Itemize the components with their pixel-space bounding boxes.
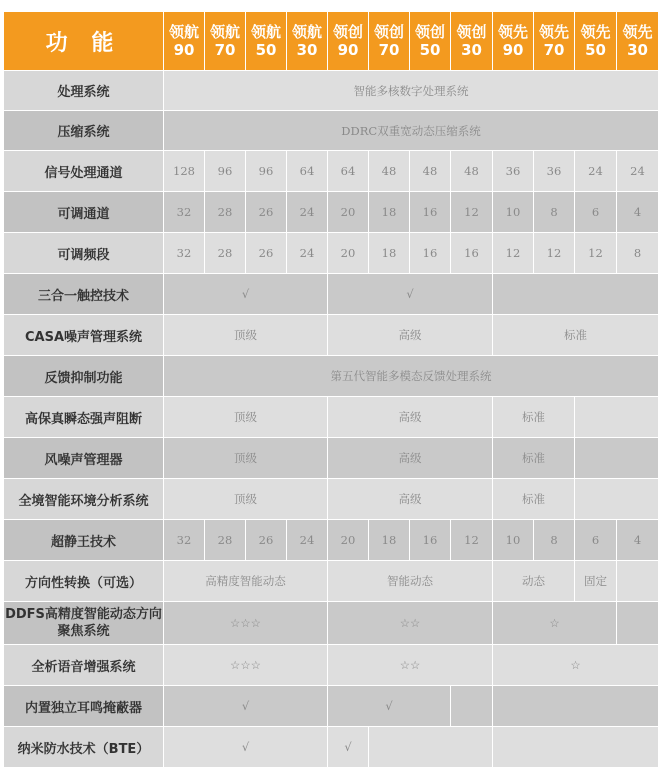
value-cell: 26	[246, 520, 287, 561]
value-cell: 26	[246, 233, 287, 274]
table-row	[4, 356, 659, 397]
value-cell: ☆	[493, 645, 659, 686]
model-number: 90	[502, 41, 524, 59]
table-row	[4, 727, 659, 768]
table-row	[4, 315, 659, 356]
value-cell: 8	[617, 233, 659, 274]
table-row	[4, 520, 659, 561]
table-row	[4, 71, 659, 111]
value-cell: √	[328, 274, 493, 315]
model-number: 70	[214, 41, 236, 59]
value-cell: 12	[451, 520, 493, 561]
model-header	[493, 12, 534, 71]
value-cell: 20	[328, 192, 369, 233]
model-name: 领创	[414, 23, 445, 41]
value-cell: 16	[410, 233, 451, 274]
model-header	[369, 12, 410, 71]
value-cell: 12	[451, 192, 493, 233]
value-cell: 标准	[493, 438, 575, 479]
value-cell: 128	[164, 151, 205, 192]
value-cell: 动态	[493, 561, 575, 602]
table-row	[4, 479, 659, 520]
empty-cell	[493, 274, 659, 315]
value-cell: 18	[369, 192, 410, 233]
table-body	[4, 71, 659, 768]
model-header	[410, 12, 451, 71]
table-row	[4, 111, 659, 151]
value-cell: 4	[617, 192, 659, 233]
row-label: 内置独立耳鸣掩蔽器	[4, 686, 164, 727]
model-name: 领先	[538, 23, 569, 41]
value-cell: 28	[205, 192, 246, 233]
value-cell: 36	[493, 151, 534, 192]
value-cell: 24	[287, 520, 328, 561]
model-name: 领先	[622, 23, 653, 41]
empty-cell	[575, 397, 659, 438]
model-header	[534, 12, 575, 71]
value-cell: 8	[534, 192, 575, 233]
model-name: 领先	[580, 23, 611, 41]
value-cell: ☆☆	[328, 645, 493, 686]
table-row	[4, 397, 659, 438]
model-header	[205, 12, 246, 71]
value-cell: 24	[617, 151, 659, 192]
model-header	[575, 12, 617, 71]
value-cell: 96	[246, 151, 287, 192]
value-cell: 固定	[575, 561, 617, 602]
value-cell: 高级	[328, 397, 493, 438]
value-cell: 6	[575, 520, 617, 561]
value-cell: 20	[328, 233, 369, 274]
value-cell: √	[164, 686, 328, 727]
row-label: 高保真瞬态强声阻断	[4, 397, 164, 438]
value-cell: 顶级	[164, 479, 328, 520]
top-margin	[0, 0, 663, 10]
value-cell: √	[328, 727, 369, 768]
value-cell: 12	[493, 233, 534, 274]
value-cell: 16	[451, 233, 493, 274]
value-cell: 智能动态	[328, 561, 493, 602]
value-cell: 24	[287, 233, 328, 274]
header-row	[4, 12, 659, 71]
value-cell: 64	[287, 151, 328, 192]
model-number: 90	[173, 41, 195, 59]
value-cell: √	[164, 727, 328, 768]
model-header	[246, 12, 287, 71]
value-cell: 第五代智能多模态反馈处理系统	[164, 356, 659, 397]
model-header	[287, 12, 328, 71]
value-cell: 24	[575, 151, 617, 192]
empty-cell	[617, 561, 659, 602]
value-cell: 64	[328, 151, 369, 192]
empty-cell	[451, 686, 493, 727]
empty-cell	[575, 438, 659, 479]
row-label: 处理系统	[4, 71, 164, 111]
value-cell: 标准	[493, 397, 575, 438]
model-name: 领航	[250, 23, 281, 41]
value-cell: 18	[369, 233, 410, 274]
value-cell: 高精度智能动态	[164, 561, 328, 602]
value-cell: 32	[164, 520, 205, 561]
value-cell: 28	[205, 520, 246, 561]
value-cell: 标准	[493, 479, 575, 520]
empty-cell	[493, 727, 659, 768]
table-row	[4, 151, 659, 192]
value-cell: 48	[451, 151, 493, 192]
model-header	[451, 12, 493, 71]
row-label: 纳米防水技术（BTE）	[4, 727, 164, 768]
empty-cell	[493, 686, 659, 727]
model-number: 70	[378, 41, 400, 59]
value-cell: 8	[534, 520, 575, 561]
value-cell: 48	[369, 151, 410, 192]
row-label: 可调频段	[4, 233, 164, 274]
table-row	[4, 438, 659, 479]
value-cell: 顶级	[164, 438, 328, 479]
model-number: 90	[337, 41, 359, 59]
value-cell: 18	[369, 520, 410, 561]
empty-cell	[575, 479, 659, 520]
row-label: 压缩系统	[4, 111, 164, 151]
value-cell: 96	[205, 151, 246, 192]
table-row	[4, 602, 659, 645]
value-cell: ☆☆	[328, 602, 493, 645]
table-row	[4, 274, 659, 315]
value-cell: 标准	[493, 315, 659, 356]
model-number: 50	[255, 41, 277, 59]
value-cell: 高级	[328, 438, 493, 479]
row-label: 反馈抑制功能	[4, 356, 164, 397]
row-label: 超静王技术	[4, 520, 164, 561]
model-name: 领创	[456, 23, 487, 41]
table-row	[4, 686, 659, 727]
feature-header: 功 能	[4, 12, 164, 71]
table-row	[4, 233, 659, 274]
row-label: 全析语音增强系统	[4, 645, 164, 686]
value-cell: ☆	[493, 602, 617, 645]
table-row	[4, 645, 659, 686]
value-cell: √	[328, 686, 451, 727]
row-label: CASA噪声管理系统	[4, 315, 164, 356]
value-cell: 20	[328, 520, 369, 561]
model-number: 30	[296, 41, 318, 59]
value-cell: 10	[493, 520, 534, 561]
model-header	[328, 12, 369, 71]
model-name: 领航	[291, 23, 322, 41]
value-cell: 智能多核数字处理系统	[164, 71, 659, 111]
empty-cell	[369, 727, 493, 768]
model-name: 领航	[209, 23, 240, 41]
table-row	[4, 192, 659, 233]
model-number: 70	[543, 41, 565, 59]
value-cell: 32	[164, 192, 205, 233]
value-cell: ☆☆☆	[164, 602, 328, 645]
row-label: 风噪声管理器	[4, 438, 164, 479]
model-name: 领航	[168, 23, 199, 41]
row-label: 可调通道	[4, 192, 164, 233]
row-label: 信号处理通道	[4, 151, 164, 192]
feature-comparison-table	[3, 11, 659, 768]
model-number: 30	[627, 41, 648, 59]
value-cell: 36	[534, 151, 575, 192]
value-cell: 顶级	[164, 315, 328, 356]
row-label: 方向性转换（可选）	[4, 561, 164, 602]
model-header	[617, 12, 659, 71]
value-cell: 6	[575, 192, 617, 233]
value-cell: 24	[287, 192, 328, 233]
model-number: 50	[585, 41, 606, 59]
empty-cell	[617, 602, 659, 645]
value-cell: 高级	[328, 479, 493, 520]
row-label: DDFS高精度智能动态方向聚焦系统	[4, 602, 164, 645]
value-cell: 高级	[328, 315, 493, 356]
value-cell: √	[164, 274, 328, 315]
value-cell: 12	[575, 233, 617, 274]
value-cell: 28	[205, 233, 246, 274]
table-row	[4, 561, 659, 602]
model-header	[164, 12, 205, 71]
value-cell: 12	[534, 233, 575, 274]
value-cell: 16	[410, 192, 451, 233]
value-cell: 48	[410, 151, 451, 192]
row-label: 三合一触控技术	[4, 274, 164, 315]
value-cell: 26	[246, 192, 287, 233]
model-number: 50	[419, 41, 441, 59]
value-cell: 4	[617, 520, 659, 561]
model-number: 30	[461, 41, 482, 59]
value-cell: 顶级	[164, 397, 328, 438]
model-name: 领创	[332, 23, 363, 41]
value-cell: 32	[164, 233, 205, 274]
model-name: 领创	[373, 23, 404, 41]
value-cell: 16	[410, 520, 451, 561]
value-cell: DDRC双重宽动态压缩系统	[164, 111, 659, 151]
model-name: 领先	[497, 23, 528, 41]
value-cell: 10	[493, 192, 534, 233]
value-cell: ☆☆☆	[164, 645, 328, 686]
row-label: 全境智能环境分析系统	[4, 479, 164, 520]
